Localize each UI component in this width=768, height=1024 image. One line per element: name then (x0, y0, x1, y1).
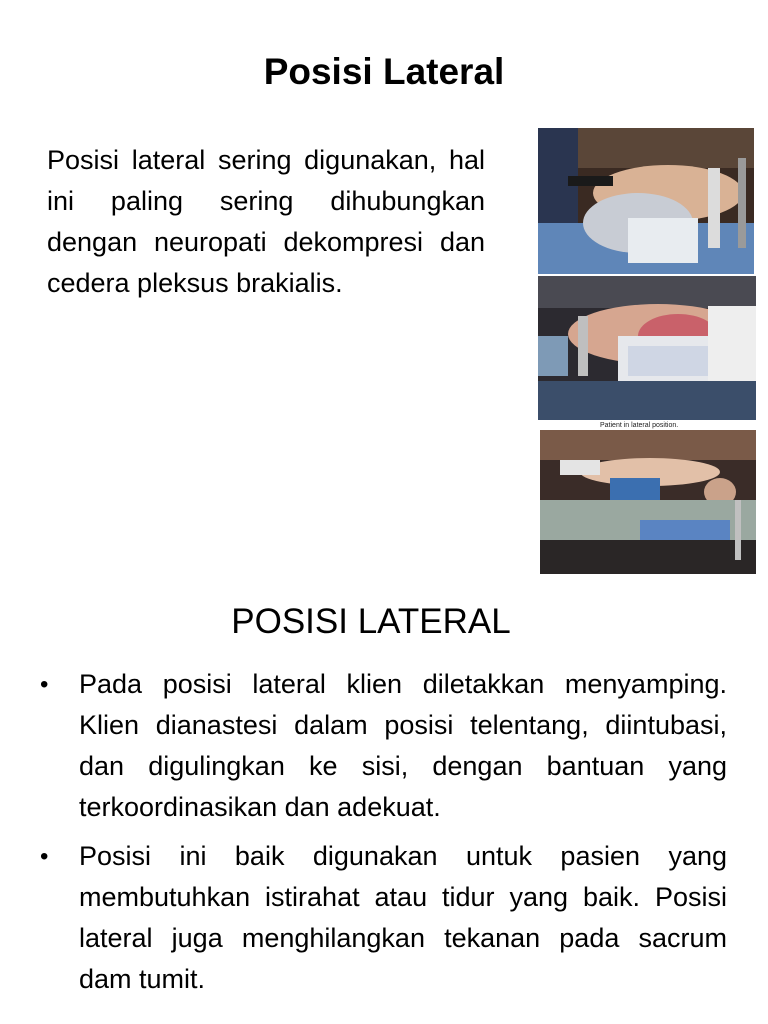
photo-caption: Patient in lateral position. (600, 422, 679, 429)
lateral-position-photo-1 (538, 128, 754, 274)
bullet-text: Posisi ini baik digunakan untuk pasien yang membutuhkan istirahat atau tidur yang baik. Posisi lateral juga menghilangkan tekanan pada sacrum dam tumit. (79, 841, 727, 994)
slide-title: Posisi Lateral (263, 51, 505, 92)
bullet-text: Pada posisi lateral klien diletakkan menyamping. Klien dianastesi dalam posisi telentang, diintubasi, dan digulingkan ke sisi, dengan bantuan yang terkoordinasikan dan adekuat. (79, 669, 727, 822)
section-title: POSISI LATERAL (231, 602, 511, 641)
lateral-position-photo-3 (540, 430, 756, 574)
bullet-item (0, 836, 727, 1000)
lateral-position-photo-2 (538, 276, 756, 420)
bullet-dot-icon: • (40, 671, 49, 698)
bullet-dot-icon: • (40, 843, 49, 870)
bullet-list (0, 664, 768, 1008)
intro-paragraph: Posisi lateral sering digunakan, hal ini paling sering dihubungkan dengan neuropati dekompresi dan cedera pleksus brakialis. (47, 145, 485, 298)
bullet-item (0, 664, 727, 828)
